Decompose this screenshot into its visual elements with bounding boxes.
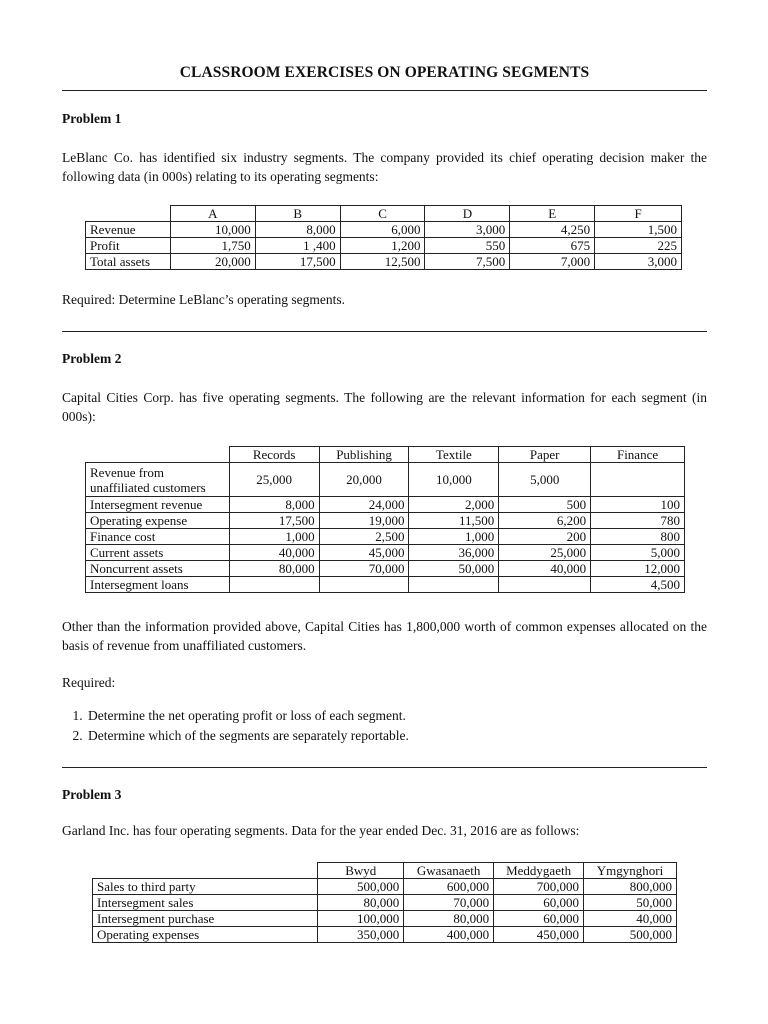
table-cell: 60,000 (494, 895, 584, 911)
section-divider (62, 767, 707, 768)
table-cell: 400,000 (404, 927, 494, 943)
table-cell: 2,000 (409, 497, 499, 513)
row-label: Finance cost (86, 529, 230, 545)
table-cell: 80,000 (229, 561, 319, 577)
table-cell: 700,000 (494, 879, 584, 895)
column-header: E (510, 206, 595, 222)
table-cell: 12,500 (340, 254, 425, 270)
column-header: C (340, 206, 425, 222)
table-row (86, 513, 685, 529)
table-cell: 80,000 (404, 911, 494, 927)
table-cell: 60,000 (494, 911, 584, 927)
row-label: Current assets (86, 545, 230, 561)
table-row (93, 895, 677, 911)
table-cell: 500,000 (584, 927, 677, 943)
problem1-heading: Problem 1 (62, 111, 122, 126)
list-item: 1. Determine the net operating profit or loss of each segment. (86, 706, 707, 726)
problem2-intro: Capital Cities Corp. has five operating segments. The following are the relevant information for each segment (in 000s): (62, 390, 707, 424)
table-cell: 40,000 (584, 911, 677, 927)
table-cell: 36,000 (409, 545, 499, 561)
row-label: Sales to third party (93, 879, 318, 895)
problem3-intro: Garland Inc. has four operating segments. Data for the year ended Dec. 31, 2016 are as follows: (62, 823, 580, 838)
row-label: Revenue (86, 222, 171, 238)
table-cell (499, 577, 591, 593)
table-cell: 24,000 (319, 497, 409, 513)
table-row (93, 911, 677, 927)
table-cell: 100,000 (318, 911, 404, 927)
table-row (93, 927, 677, 943)
problem2-table (85, 446, 685, 593)
table-cell: 500,000 (318, 879, 404, 895)
problem1-intro: LeBlanc Co. has identified six industry segments. The company provided its chief operating decision maker the following data (in 000s) relating to its operating segments: (62, 150, 707, 184)
table-cell: 17,500 (229, 513, 319, 529)
row-label: Intersegment loans (86, 577, 230, 593)
table-cell: 550 (425, 238, 510, 254)
row-label: Operating expenses (93, 927, 318, 943)
column-header: Bwyd (318, 863, 404, 879)
table-cell: 70,000 (319, 561, 409, 577)
table-cell: 3,000 (595, 254, 682, 270)
row-label: Intersegment purchase (93, 911, 318, 927)
header-blank-cell (86, 206, 171, 222)
column-header: Paper (499, 447, 591, 463)
row-label: Total assets (86, 254, 171, 270)
row-label: Revenue from unaffiliated customers (86, 463, 230, 497)
table-cell: 1 ,400 (255, 238, 340, 254)
table-cell: 1,000 (229, 529, 319, 545)
table-header-row (93, 863, 677, 879)
table-cell: 225 (595, 238, 682, 254)
table-cell: 2,500 (319, 529, 409, 545)
table-cell: 20,000 (170, 254, 255, 270)
column-header: D (425, 206, 510, 222)
table-cell: 6,200 (499, 513, 591, 529)
section-divider (62, 331, 707, 332)
problem1-table (85, 205, 682, 270)
table-cell: 45,000 (319, 545, 409, 561)
problem3-table (92, 862, 677, 943)
table-cell: 19,000 (319, 513, 409, 529)
column-header: Textile (409, 447, 499, 463)
table-row (86, 529, 685, 545)
table-cell: 100 (591, 497, 685, 513)
table-cell: 40,000 (499, 561, 591, 577)
table-cell: 7,500 (425, 254, 510, 270)
table-cell: 1,500 (595, 222, 682, 238)
table-cell: 8,000 (229, 497, 319, 513)
table-row (86, 222, 682, 238)
table-cell: 10,000 (170, 222, 255, 238)
table-cell: 8,000 (255, 222, 340, 238)
table-row (86, 545, 685, 561)
table-cell: 12,000 (591, 561, 685, 577)
table-cell: 800,000 (584, 879, 677, 895)
table-cell: 4,250 (510, 222, 595, 238)
row-label: Operating expense (86, 513, 230, 529)
row-label: Noncurrent assets (86, 561, 230, 577)
table-cell: 70,000 (404, 895, 494, 911)
table-cell: 6,000 (340, 222, 425, 238)
table-cell: 600,000 (404, 879, 494, 895)
table-cell: 10,000 (409, 463, 499, 497)
table-cell (229, 577, 319, 593)
header-blank-cell (86, 447, 230, 463)
column-header: A (170, 206, 255, 222)
column-header: Gwasanaeth (404, 863, 494, 879)
column-header: Meddygaeth (494, 863, 584, 879)
row-label: Profit (86, 238, 171, 254)
table-cell: 200 (499, 529, 591, 545)
table-cell: 11,500 (409, 513, 499, 529)
table-cell: 1,200 (340, 238, 425, 254)
column-header: Publishing (319, 447, 409, 463)
table-cell: 1,000 (409, 529, 499, 545)
table-cell: 50,000 (409, 561, 499, 577)
header-blank-cell (93, 863, 318, 879)
column-header: B (255, 206, 340, 222)
table-row (86, 577, 685, 593)
row-label: Intersegment sales (93, 895, 318, 911)
table-cell: 25,000 (499, 545, 591, 561)
table-row (86, 254, 682, 270)
table-row (86, 463, 685, 497)
list-item: 2. Determine which of the segments are separately reportable. (86, 726, 707, 746)
table-cell: 800 (591, 529, 685, 545)
table-cell: 3,000 (425, 222, 510, 238)
column-header: F (595, 206, 682, 222)
table-cell: 7,000 (510, 254, 595, 270)
table-cell: 500 (499, 497, 591, 513)
table-cell (409, 577, 499, 593)
table-cell: 675 (510, 238, 595, 254)
column-header: Records (229, 447, 319, 463)
problem2-note: Other than the information provided above, Capital Cities has 1,800,000 worth of common expenses allocated on the basis of revenue from unaffiliated customers. (62, 619, 707, 653)
column-header: Ymgynghori (584, 863, 677, 879)
table-cell: 5,000 (499, 463, 591, 497)
table-header-row (86, 206, 682, 222)
table-cell: 20,000 (319, 463, 409, 497)
table-cell: 40,000 (229, 545, 319, 561)
column-header: Finance (591, 447, 685, 463)
table-cell: 80,000 (318, 895, 404, 911)
table-cell: 1,750 (170, 238, 255, 254)
page-title: CLASSROOM EXERCISES ON OPERATING SEGMENTS (179, 64, 590, 81)
table-cell (591, 463, 685, 497)
table-cell: 50,000 (584, 895, 677, 911)
table-cell: 4,500 (591, 577, 685, 593)
table-row (86, 238, 682, 254)
table-row (93, 879, 677, 895)
table-header-row (86, 447, 685, 463)
table-cell: 25,000 (229, 463, 319, 497)
problem3-heading: Problem 3 (62, 787, 122, 802)
table-row (86, 497, 685, 513)
table-cell: 17,500 (255, 254, 340, 270)
table-cell: 450,000 (494, 927, 584, 943)
title-divider (62, 90, 707, 91)
table-cell: 780 (591, 513, 685, 529)
problem2-required-list (62, 706, 707, 746)
table-cell: 5,000 (591, 545, 685, 561)
problem2-required-label: Required: (62, 675, 116, 690)
table-cell (319, 577, 409, 593)
problem1-required: Required: Determine LeBlanc’s operating segments. (62, 292, 346, 307)
table-row (86, 561, 685, 577)
problem2-heading: Problem 2 (62, 351, 122, 366)
table-cell: 350,000 (318, 927, 404, 943)
row-label: Intersegment revenue (86, 497, 230, 513)
